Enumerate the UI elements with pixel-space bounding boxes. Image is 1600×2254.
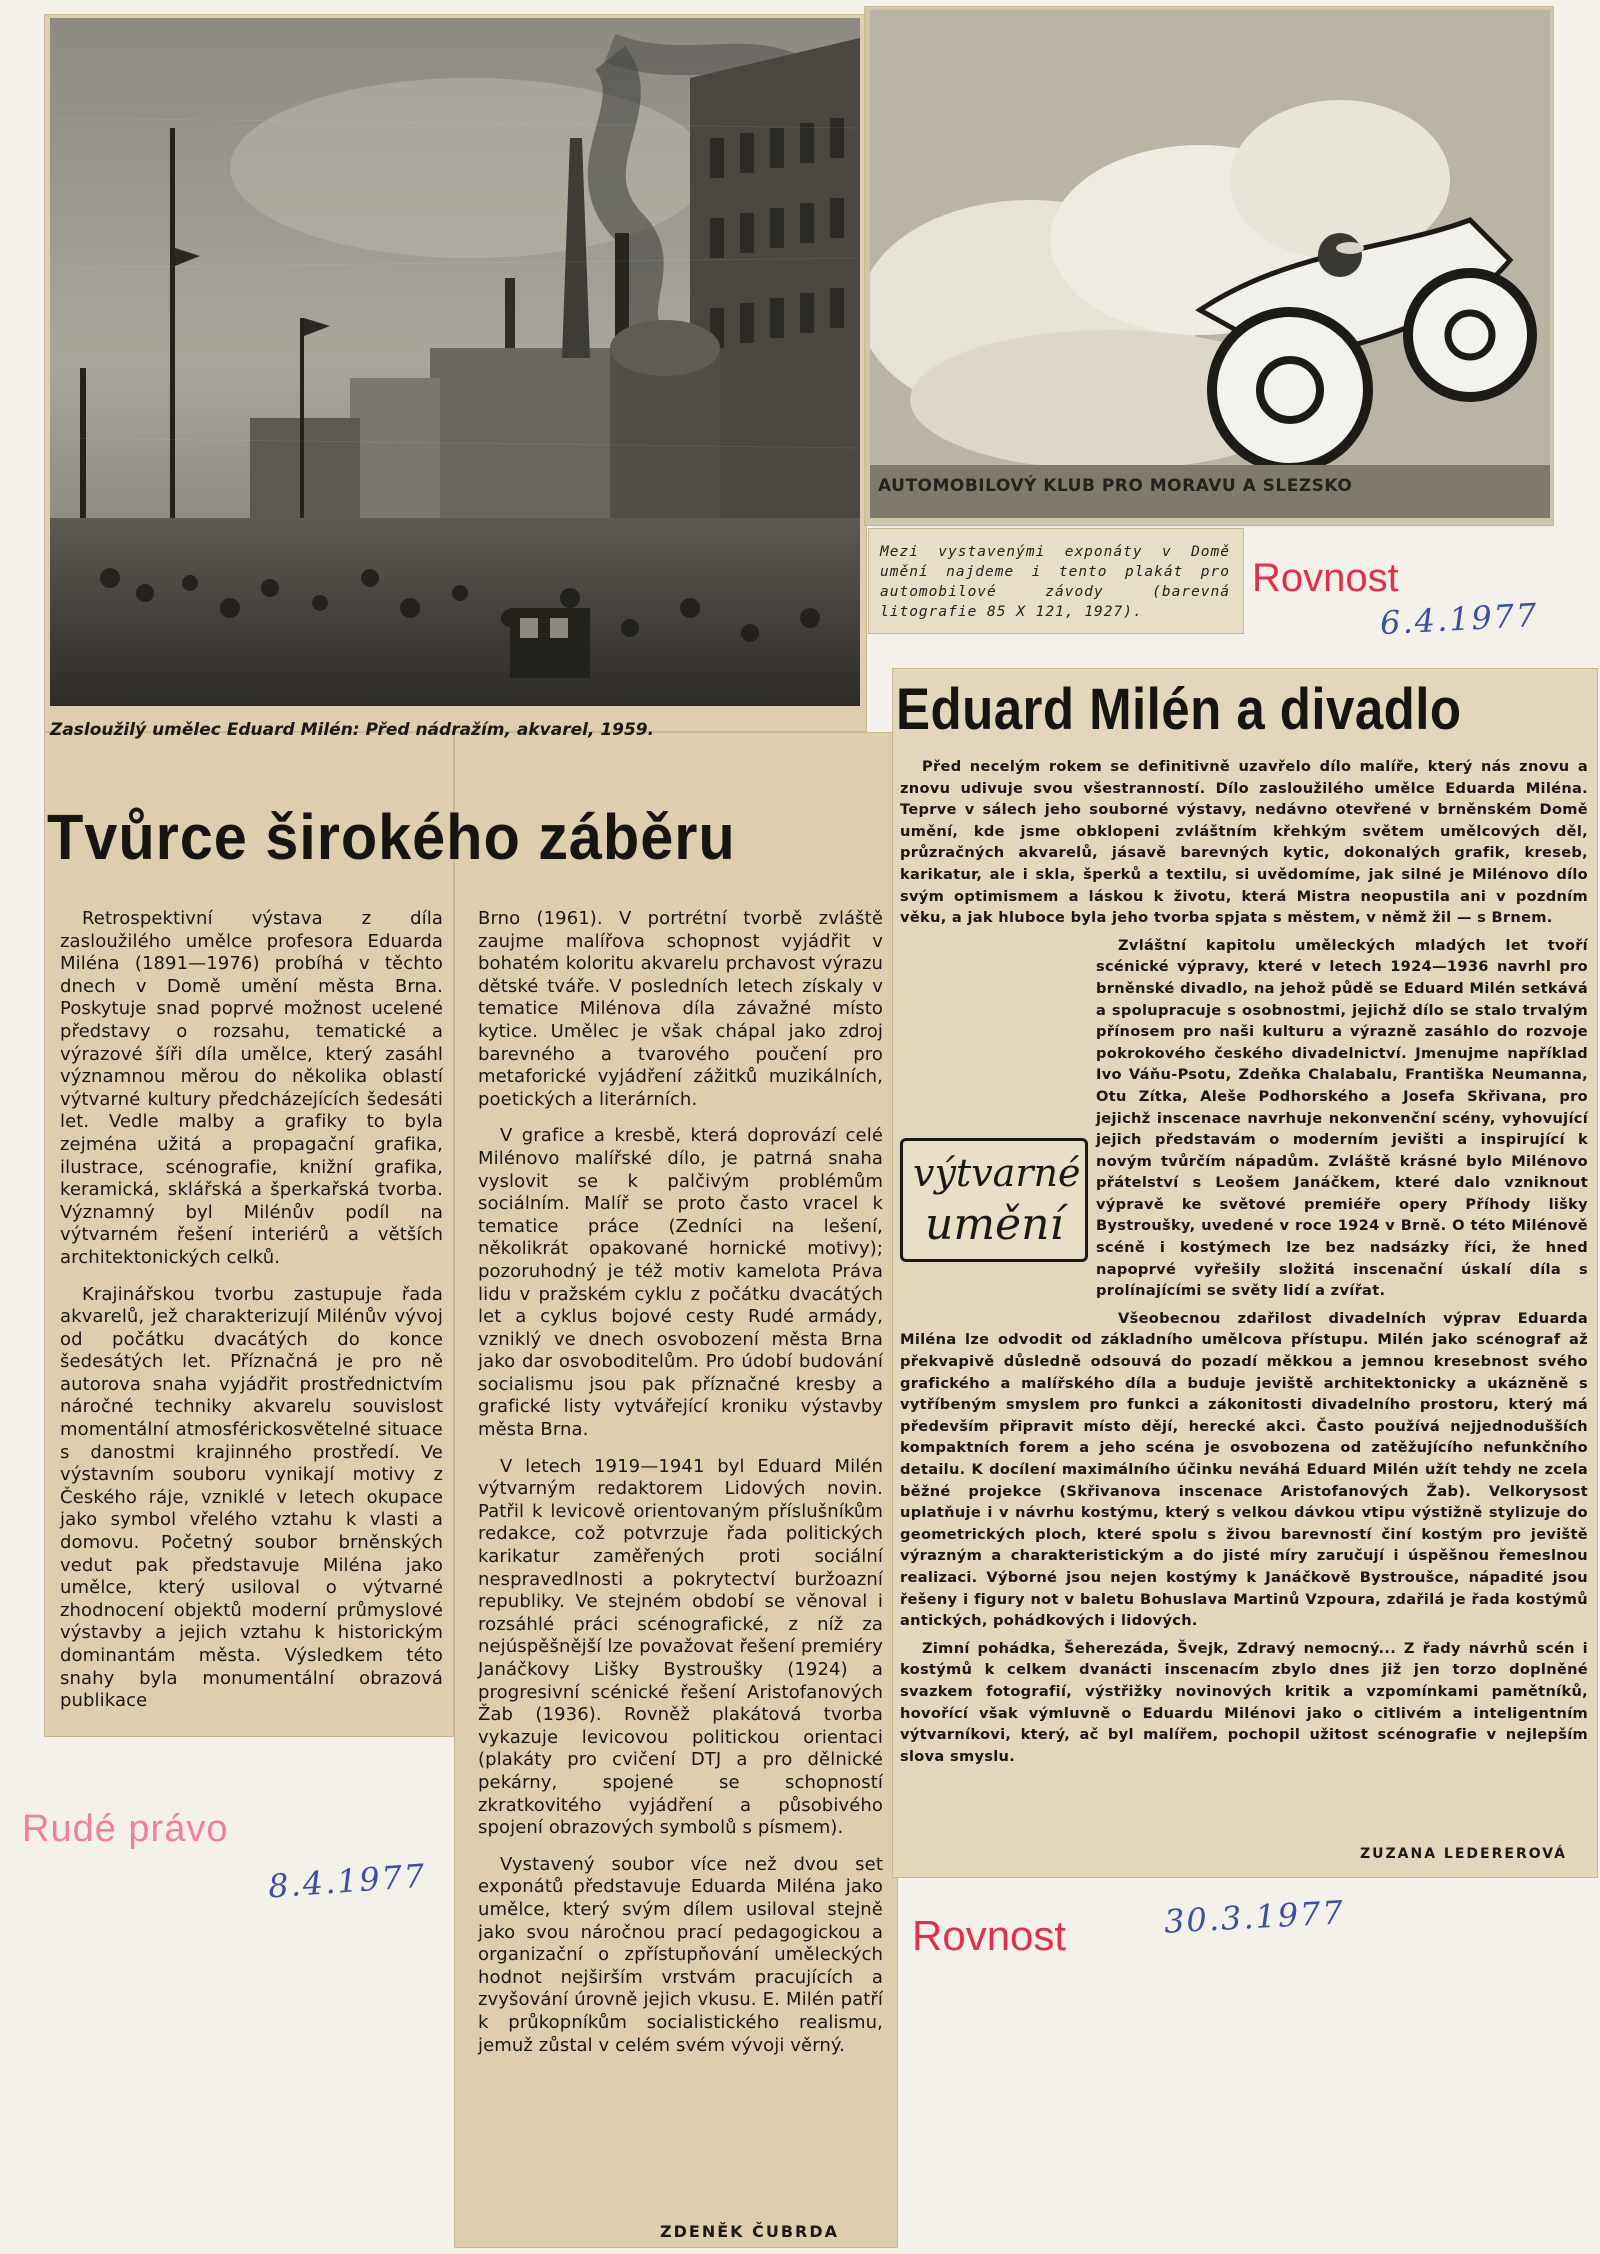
right-paragraph: Zimní pohádka, Šeherezáda, Švejk, Zdravý nemocný... Z řady návrhů scén i kostýmů k celkem dvanácti inscenacím zbylo dnes již jen torzo doplněné svazkem fotografií, výstřižky novinových kritik a vzpomínkami pamětníků, hovořící však výmluvně o Eduardu Milénovi jako o citlivém a inteligentním výtvarníkovi, který, ač byl malířem, pochopil užitost scénografie v nejlepším slova smyslu.	[900, 1639, 1588, 1765]
handwritten-date-poster: 6.4.1977	[1379, 595, 1540, 643]
right-paragraph: Všeobecnou zdařilost divadelních výprav Eduarda Miléna lze odvodit od základního umělcova přístupu. Milén jako scénograf až překvapivě důsledně odsouvá do pozadí měkkou a jemnou kresebnost svého grafického a malířského díla a buduje jeviště architektonicky a ukázněně s vytříbeným smyslem pro funkci a zákonitosti divadelního prostoru, který má především připravit místo dějí, herecké akci. Často používá nejjednodušších kompaktních forem a jeho scéna je osvobozena od zatěžujícího nefunkčního detailu. K docílení maximálního účinku neváhá Eduard Milén užít tehdy ne zcela běžné projekce (Skřivanova inscenace Aristofanových Žab). Velkorysost uplatňuje i v návrhu kostýmu, který s velkou dávkou vtipu výstižně stylizuje do geometrických ploch, které spolu s živou barevností činí kostým pro jeviště výrazným a charakteristickým a do jisté míry zaručují i úspěšnou řemeslnou realizaci. Výborné jsou nejen kostýmy k Janáčkově Bystroušce, nápadité jsou řešeny i figury not v baletu Bohuslava Martinů Vzpoura, zdařilá je řada kostýmů antických, pohádkových i lidových.	[900, 1309, 1588, 1630]
left-article-column-1	[60, 908, 443, 1727]
right-paragraph: Zvláštní kapitolu uměleckých mladých let tvoří scénické výpravy, které v letech 1924—1936 navrhl pro brněnské divadlo, na jehož půdě se Eduard Milén setkává a spolupracuje s osobnostmi, jejichž dílo se stalo trvalým přínosem pro naši kulturu a výrazně zasáhlo do rozvoje pokrokového českého divadelnictví. Jmenujme například Ivo Váňu-Psotu, Zdeňka Chalabalu, Františka Neumanna, Otu Zítka, Aleše Podhorského a Josefa Skřivana, pro jejichž inscenace navrhuje nekonvenční scény, vyhovující jejich představám o moderním jevišti a inspirující k novým tvůrčím nápadům. Zvláště krásné bylo Milénovo přátelství s Leošem Janáčkem, které dalo vzniknout výpravě ke světové premiéře opery Příhody lišky Bystroušky, uvedené v roce 1924 v Brně. O této Milénově scéně i kostýmech lze bez nadsázky říci, že hned napoprvé vyřešily složitá inscenační úskalí díla s prolínajícími se světy lidí a zvířat.	[1096, 936, 1588, 1300]
station-watercolor-image	[50, 18, 860, 706]
right-paragraph: Před necelým rokem se definitivně uzavřelo dílo malíře, který nás znovu a znovu udivuje svou všestranností. Dílo zasloužilého umělce Eduarda Miléna. Teprve v sálech jeho souborné výstavy, nedávno otevřené v brněnském Domě umění, kde jsme obklopeni zvláštním křehkým světem umělcových děl, průzračných akvarelů, jásavě barevných kytic, dokonalých grafik, kreseb, karikatur, ale i skla, šperků a textilu, si uvědomíme, jak silné je Milénovo dílo svým optimismem a láskou k životu, která Mistra neopustila ani v pozdním věku, a jak hluboce byla jeho tvorba spjata s městem, v němž žil — s Brnem.	[900, 758, 1588, 927]
right-article-body	[900, 756, 1588, 1773]
car-wheel-rear	[1212, 312, 1368, 468]
left-headline: Tvůrce širokého záběru	[47, 801, 736, 873]
automobile-poster-image	[870, 10, 1550, 518]
rovnost-stamp-article: Rovnost	[912, 1912, 1067, 1959]
poster-text: AUTOMOBILOVÝ KLUB PRO MORAVU A SLEZSKO	[878, 476, 1353, 496]
left-paragraph: V grafice a kresbě, která doprovází celé Milénovo malířské dílo, je patrná snaha vyslovit se k palčivým problémům sociálním. Malíř se proto často vracel k tematice práce (Zedníci na lešení, několikrát opakované hornické motivy); pozoruhodný je též motiv kamelota Práva lidu v pražském cyklu z počátku dvacátých let a cyklus bojové cesty Rudé armády, vzniklý ve dnech osvobození města Brna jako dar osvoboditelům. Pro údobí budování socialismu jsou pak příznačné kresby a grafické listy vytvářející kroniku výstavby města Brna.	[478, 1125, 883, 1441]
photo-before-station	[50, 18, 860, 706]
left-paragraph: V letech 1919—1941 byl Eduard Milén výtvarným redaktorem Lidových novin. Patřil k levicově orientovaným příslušníkům redakce, což potvrzuje řada politických karikatur zaměřených proti sociální nespravedlnosti a pokrytectví buržoazní republiky. Ve stejném období se věnoval i rozsáhlé práci scénografické, z níž za nejúspěšnější lze považovat řešení premiéry Janáčkovy Lišky Bystroušky (1924) a progresivní scénické řešení Aristofanových Žab (1936). Rovněž plakátová tvorba vykazuje levicovou politickou orientaci (plakáty pro cvičení DTJ a pro dělnické pekárny, spojené se schopností zkratkovitého vyjádření a působivého spojení obrazových symbolů s písmem).	[478, 1455, 883, 1839]
left-paragraph: Krajinářskou tvorbu zastupuje řada akvarelů, jež charakterizují Milénův vývoj od počátku dvacátých do konce šedesátých let. Příznačná je pro ně autorova snaha vyjádřit prostřednictvím náročné techniky akvarelu souvislost momentální atmosférickosvětelné situace s danostmi krajinného prostředí. Ve výstavním souboru vynikají motivy z Českého ráje, vzniklé v letech okupace jako symbol vřelého vztahu k vlasti a domovu. Početný soubor brněnských vedut pak představuje Miléna jako umělce, který usiloval o výtvarné zhodnocení objektů moderní průmyslové výstavby a jejich vztahu k historickým dominantám města. Výsledkem této snahy byla monumentální obrazová publikace	[60, 1283, 443, 1712]
section-logo-line1: výtvarné	[913, 1151, 1081, 1195]
photo-caption: Zasloužilý umělec Eduard Milén: Před nádražím, akvarel, 1959.	[50, 720, 655, 740]
section-logo-line2: umění	[925, 1199, 1064, 1250]
left-paragraph: Brno (1961). V portrétní tvorbě zvláště zaujme malířova schopnost vyjádřit v bohatém koloritu akvarelu prchavost výrazu dětské tváře. V posledních letech získaly v tematice Milénova díla závažné místo kytice. Umělec je však chápal jako zdroj barevného a tvarového poučení pro metaforické vyjádření zážitků muzikálních, poetických a literárních.	[478, 908, 883, 1110]
left-paragraph: Vystavený soubor více než dvou set exponátů představuje Eduarda Miléna jako umělce, který svým dílem usiloval stejně jako svou náročnou prací pedagogickou a organizační o zpřístupňování uměleckých hodnot nejširším vrstvám pracujících a zvyšování úrovně jejich vkusu. E. Milén patří k průkopníkům socialistického realismu, jemuž zůstal v celém svém vývoji věrný.	[478, 1853, 883, 2056]
right-headline: Eduard Milén a divadlo	[896, 677, 1462, 742]
left-article-column-2	[478, 908, 883, 2071]
rovnost-stamp-poster: Rovnost	[1252, 556, 1399, 600]
right-byline: ZUZANA LEDEREROVÁ	[1360, 1846, 1567, 1862]
race-car-illustration	[870, 10, 1550, 518]
left-paragraph: Retrospektivní výstava z díla zasloužilého umělce profesora Eduarda Miléna (1891—1976) probíhá v těchto dnech v Domě umění města Brna. Poskytuje snad poprvé možnost ucelené představy o rozsahu, tematické a výrazové šíři díla umělce, který zasáhl významnou měrou do několika oblastí výtvarné kultury předcházejících šedesáti let. Vedle malby a grafiky to byla zejména užitá a propagační grafika, ilustrace, scénografie, knižní grafika, keramická, sklářská a šperkařská tvorba. Významný byl Milénův podíl na výtvarném řešení interiérů a větších architektonických celků.	[60, 908, 443, 1268]
left-byline: ZDENĚK ČUBRDA	[660, 2222, 840, 2241]
handwritten-date-rude-pravo: 8.4.1977	[266, 1856, 428, 1906]
handwritten-date-article: 30.3.1977	[1163, 1893, 1346, 1941]
rude-pravo-stamp: Rudé právo	[22, 1808, 229, 1850]
car-wheel-front	[1408, 273, 1532, 397]
poster-caption: Mezi vystavenými exponáty v Domě umění najdeme i tento plakát pro automobilové závody (barevná litografie 85 X 121, 1927).	[880, 544, 1230, 620]
